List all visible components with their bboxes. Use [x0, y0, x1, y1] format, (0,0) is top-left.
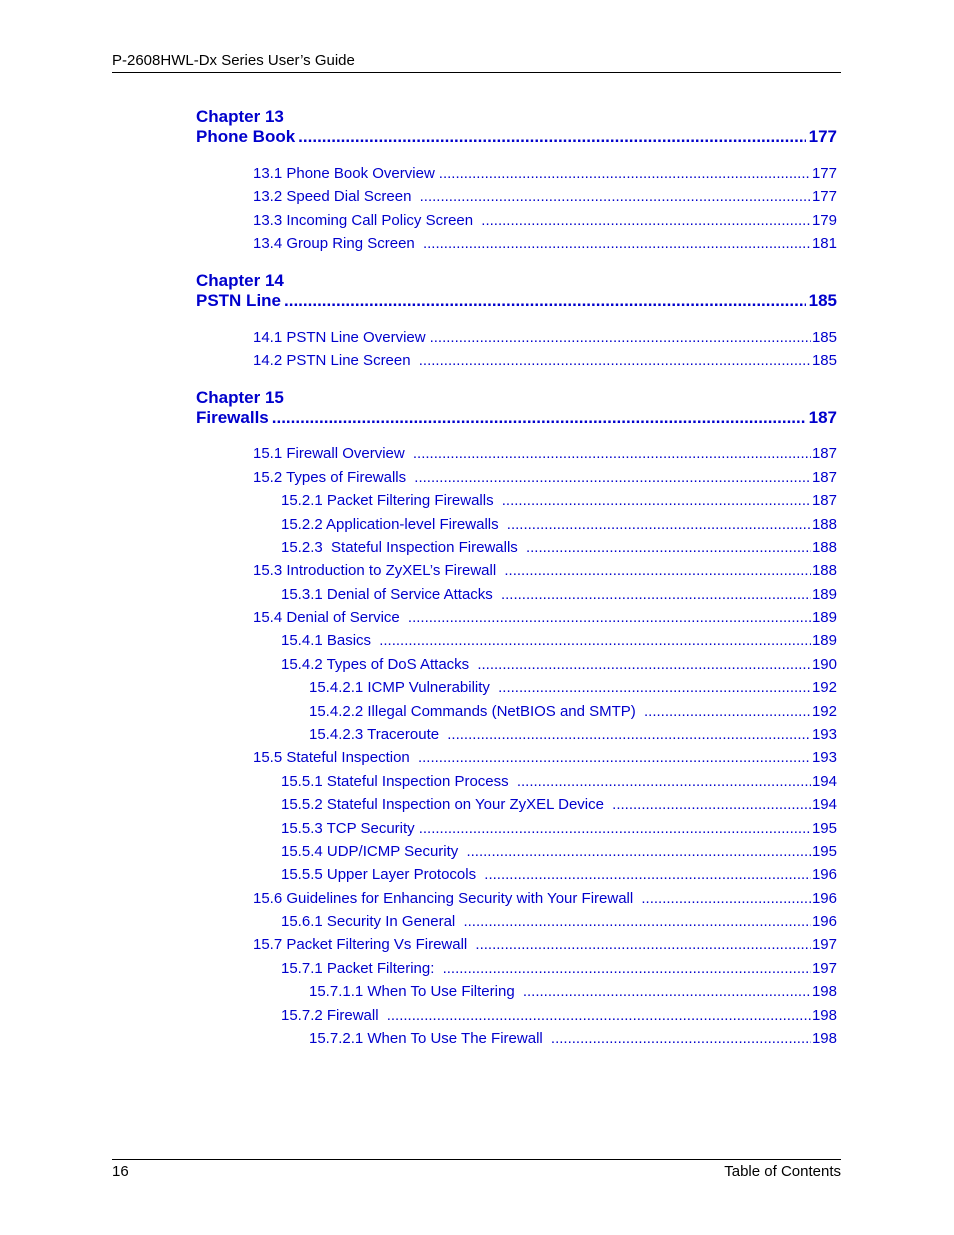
toc-entry-page: 177 [811, 188, 837, 205]
toc-entry-text: 13.1 Phone Book Overview [253, 165, 435, 182]
toc-entry-text: 15.7.1.1 When To Use Filtering [309, 983, 519, 1000]
toc-entry-page: 179 [811, 212, 837, 229]
toc-entry[interactable] [281, 843, 837, 861]
dot-leader [379, 632, 811, 650]
dot-leader [484, 866, 811, 884]
dot-leader [387, 1007, 811, 1025]
footer-page-number: 16 [112, 1163, 129, 1180]
dot-leader [463, 913, 811, 931]
dot-leader [414, 469, 811, 487]
toc-entry-text: 15.4.2 Types of DoS Attacks [281, 656, 474, 673]
toc-entry-page: 198 [811, 1007, 837, 1024]
dot-leader [502, 492, 811, 510]
toc-entry-text: 15.5.3 TCP Security [281, 820, 415, 837]
dot-leader [526, 539, 811, 557]
toc-entry[interactable] [253, 352, 837, 370]
toc-entry-page: 189 [811, 632, 837, 649]
toc-entry-text: 13.3 Incoming Call Policy Screen [253, 212, 478, 229]
toc-entry-page: 194 [811, 796, 837, 813]
dot-leader [523, 983, 811, 1001]
toc-entry-page: 192 [811, 679, 837, 696]
running-header [112, 52, 841, 73]
dot-leader [477, 656, 811, 674]
toc-entry-page: 195 [811, 843, 837, 860]
toc-entry-text: 15.5.4 UDP/ICMP Security [281, 843, 463, 860]
toc-entry-page: 177 [811, 165, 837, 182]
toc-entry[interactable] [281, 1007, 837, 1025]
dot-leader [644, 703, 811, 721]
dot-leader [430, 329, 811, 347]
toc-entry-page: 187 [811, 492, 837, 509]
dot-leader [408, 609, 811, 627]
toc-entry[interactable] [253, 562, 837, 580]
toc-entry-page: 188 [811, 516, 837, 533]
toc-entry-page: 190 [811, 656, 837, 673]
dot-leader [551, 1030, 811, 1048]
chapter-15-title-link[interactable] [196, 408, 837, 428]
toc-entry-text: 15.4.2.3 Traceroute [309, 726, 444, 743]
dot-leader [501, 586, 811, 604]
dot-leader [413, 445, 811, 463]
toc-entry-page: 192 [811, 703, 837, 720]
toc-entry-text: 13.2 Speed Dial Screen [253, 188, 416, 205]
dot-leader [272, 408, 806, 428]
toc-entry[interactable] [253, 445, 837, 463]
toc-entry-page: 196 [811, 866, 837, 883]
dot-leader [419, 352, 811, 370]
toc-entry[interactable] [281, 492, 837, 510]
chapter-page-number: 185 [808, 291, 837, 310]
toc-entry[interactable] [281, 960, 837, 978]
toc-entry-text: 15.3 Introduction to ZyXEL’s Firewall [253, 562, 501, 579]
toc-entry-text: 15.4.2.1 ICMP Vulnerability [309, 679, 495, 696]
chapter-13-title-link[interactable] [196, 127, 837, 147]
toc-entry-page: 181 [811, 235, 837, 252]
toc-entry[interactable] [281, 539, 837, 557]
dot-leader [475, 936, 811, 954]
chapter-14-label: Chapter 14 [196, 271, 284, 290]
toc-entry-page: 194 [811, 773, 837, 790]
toc-entry[interactable] [253, 890, 837, 908]
chapter-page-number: 177 [808, 127, 837, 146]
toc-entry-text: 15.5.5 Upper Layer Protocols [281, 866, 481, 883]
toc-entry-page: 188 [811, 539, 837, 556]
chapter-15-label: Chapter 15 [196, 388, 284, 407]
toc-entry-page: 188 [811, 562, 837, 579]
chapter-title-text: Firewalls [196, 408, 269, 427]
toc-entry-text: 15.2.2 Application-level Firewalls [281, 516, 503, 533]
toc-entry-text: 15.5.2 Stateful Inspection on Your ZyXEL Device [281, 796, 609, 813]
dot-leader [481, 212, 811, 230]
toc-entry-text: 13.4 Group Ring Screen [253, 235, 419, 252]
toc-entry-text: 15.5.1 Stateful Inspection Process [281, 773, 513, 790]
toc-entry[interactable] [309, 726, 837, 744]
toc-entry-text: 15.7.2 Firewall [281, 1007, 383, 1024]
toc-entry[interactable] [281, 632, 837, 650]
toc-entry-page: 185 [811, 329, 837, 346]
toc-entry-page: 197 [811, 936, 837, 953]
toc-entry[interactable] [253, 329, 837, 347]
toc-entry[interactable] [281, 796, 837, 814]
toc-entry-text: 15.2.1 Packet Filtering Firewalls [281, 492, 498, 509]
toc-entry-text: 14.1 PSTN Line Overview [253, 329, 426, 346]
toc-entry[interactable] [253, 188, 837, 206]
dot-leader [419, 820, 811, 838]
chapter-page-number: 187 [808, 408, 837, 427]
toc-entry-text: 15.4 Denial of Service [253, 609, 404, 626]
footer-section-name: Table of Contents [724, 1163, 841, 1180]
toc-entry-page: 187 [811, 445, 837, 462]
dot-leader [498, 679, 811, 697]
toc-entry[interactable] [281, 913, 837, 931]
toc-entry[interactable] [253, 212, 837, 230]
toc-entry-text: 15.3.1 Denial of Service Attacks [281, 586, 497, 603]
toc-entry-text: 15.4.2.2 Illegal Commands (NetBIOS and SMTP) [309, 703, 640, 720]
toc-entry-text: 15.2 Types of Firewalls [253, 469, 411, 486]
toc-entry[interactable] [281, 656, 837, 674]
dot-leader [447, 726, 811, 744]
toc-entry-page: 185 [811, 352, 837, 369]
toc-entry-text: 15.7 Packet Filtering Vs Firewall [253, 936, 472, 953]
toc-entry[interactable] [253, 749, 837, 767]
dot-leader [420, 188, 811, 206]
dot-leader [507, 516, 811, 534]
toc-entry[interactable] [253, 469, 837, 487]
chapter-title-text: Phone Book [196, 127, 296, 146]
toc-entry[interactable] [309, 983, 837, 1001]
chapter-title-text: PSTN Line [196, 291, 282, 310]
toc-entry-page: 189 [811, 586, 837, 603]
chapter-13-label: Chapter 13 [196, 107, 284, 126]
dot-leader [517, 773, 811, 791]
toc-entry-text: 15.1 Firewall Overview [253, 445, 409, 462]
toc-entry[interactable] [281, 516, 837, 534]
toc-entry-page: 187 [811, 469, 837, 486]
toc-entry[interactable] [281, 820, 837, 838]
toc-entry-page: 189 [811, 609, 837, 626]
toc-entry[interactable] [309, 679, 837, 697]
toc-entry[interactable] [309, 703, 837, 721]
dot-leader [423, 235, 811, 253]
dot-leader [641, 890, 811, 908]
guide-title: P-2608HWL-Dx Series User’s Guide [112, 52, 355, 69]
running-footer [112, 1159, 841, 1180]
dot-leader [504, 562, 811, 580]
toc-entry-text: 15.7.2.1 When To Use The Firewall [309, 1030, 547, 1047]
toc-entry-page: 193 [811, 749, 837, 766]
toc-entry[interactable] [253, 235, 837, 253]
toc-entry-text: 15.6 Guidelines for Enhancing Security with Your Firewall [253, 890, 638, 907]
toc-entry[interactable] [253, 609, 837, 627]
toc-entry[interactable] [253, 165, 837, 183]
toc-entry-page: 197 [811, 960, 837, 977]
dot-leader [418, 749, 811, 767]
toc-entry-text: 15.7.1 Packet Filtering: [281, 960, 439, 977]
toc-entry-text: 15.2.3 Stateful Inspection Firewalls [281, 539, 522, 556]
toc-entry[interactable] [281, 773, 837, 791]
dot-leader [466, 843, 811, 861]
toc-entry-page: 195 [811, 820, 837, 837]
dot-leader [443, 960, 811, 978]
toc-entry[interactable] [281, 866, 837, 884]
toc-entry-text: 15.4.1 Basics [281, 632, 376, 649]
toc-entry-page: 198 [811, 983, 837, 1000]
chapter-14-title-link[interactable] [196, 291, 837, 311]
dot-leader [612, 796, 811, 814]
dot-leader [284, 291, 806, 311]
dot-leader [439, 165, 811, 183]
toc-entry-page: 198 [811, 1030, 837, 1047]
toc-entry-page: 193 [811, 726, 837, 743]
toc-entry[interactable] [309, 1030, 837, 1048]
toc-entry-page: 196 [811, 890, 837, 907]
toc-entry[interactable] [253, 936, 837, 954]
toc-entry-text: 14.2 PSTN Line Screen [253, 352, 415, 369]
dot-leader [298, 127, 805, 147]
toc-entry-text: 15.5 Stateful Inspection [253, 749, 414, 766]
toc-entry-page: 196 [811, 913, 837, 930]
toc-entry[interactable] [281, 586, 837, 604]
toc-entry-text: 15.6.1 Security In General [281, 913, 460, 930]
